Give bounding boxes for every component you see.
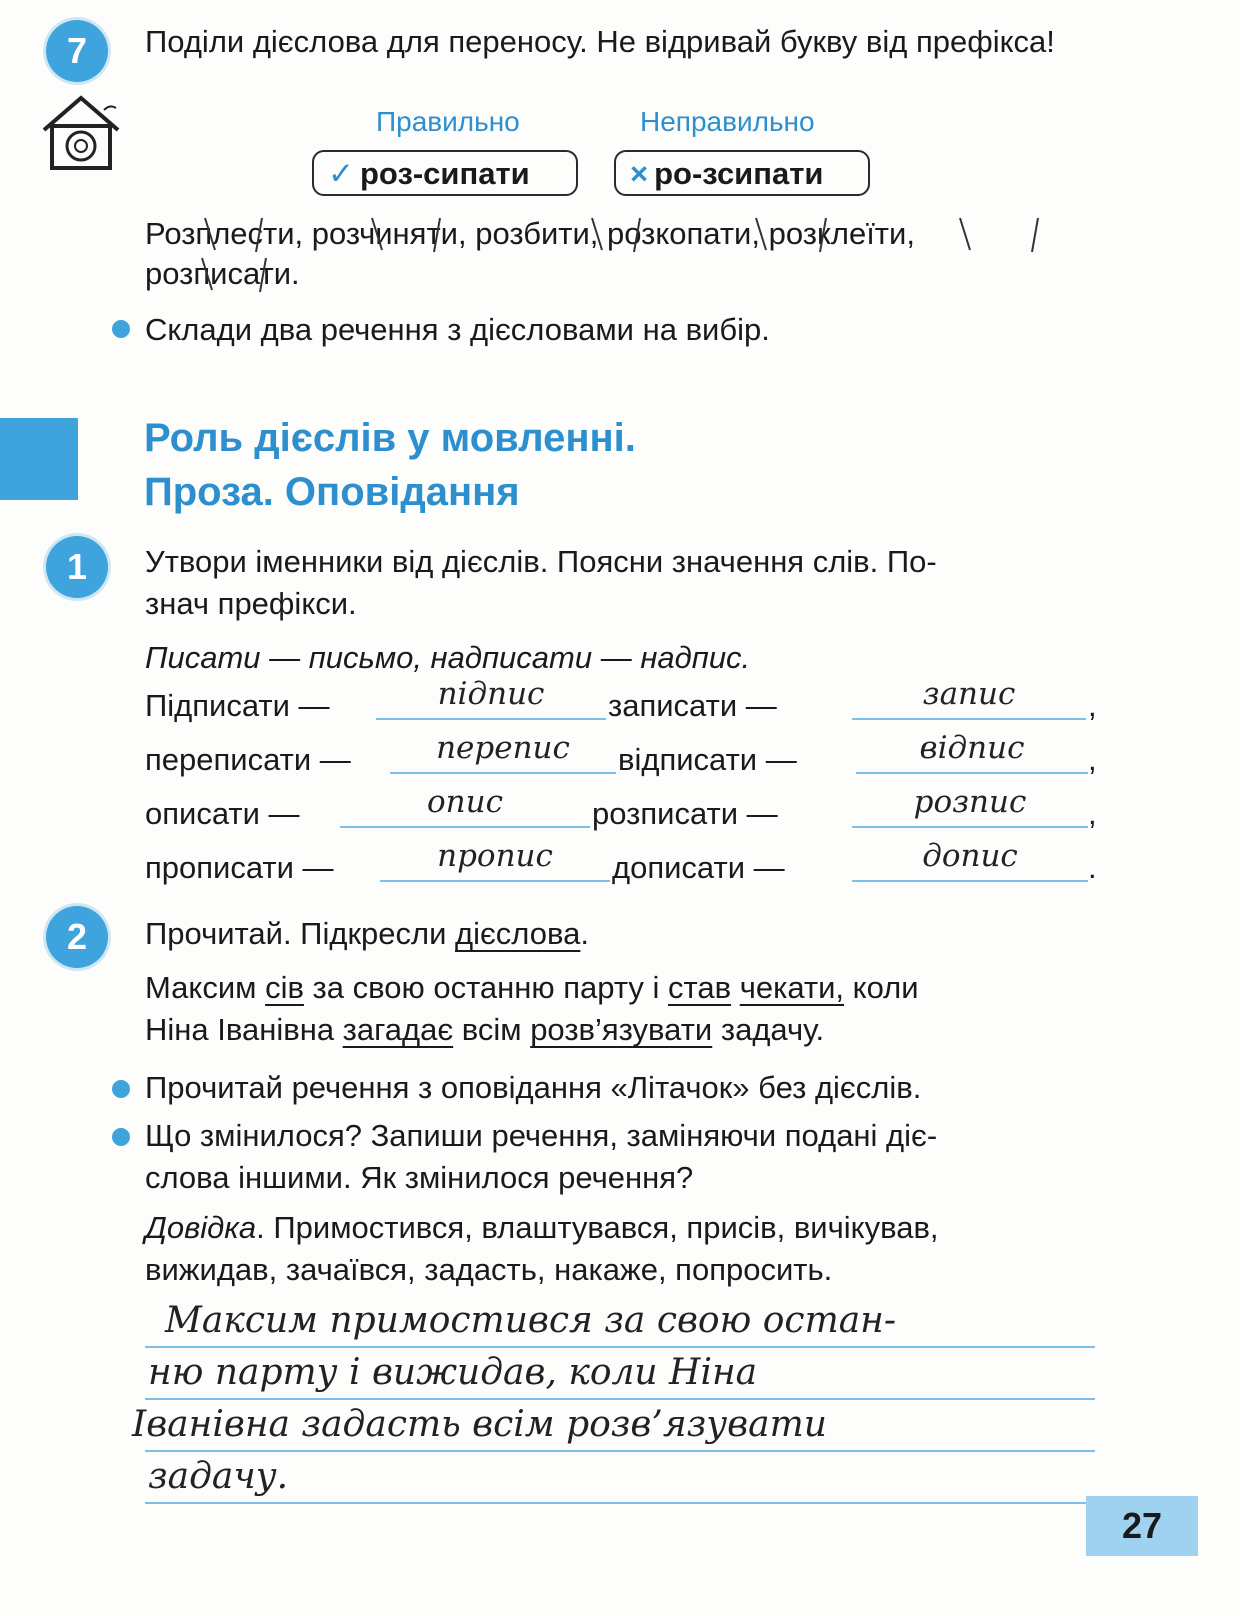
ex1-row4-verb2: дописати —: [612, 850, 785, 885]
ex1-row2-verb1: переписати —: [145, 742, 351, 777]
ex1-row1-answer2: запис: [922, 676, 1016, 712]
ex2-sentence-line2: [145, 1008, 824, 1051]
sentence-text: коли: [844, 970, 919, 1005]
sentence-text: [731, 970, 740, 1005]
sentence-text: всім: [453, 1012, 531, 1047]
answer-line: [390, 772, 616, 774]
ex1-row1-answer1: підпис: [437, 676, 545, 712]
check-mark-icon: ✓: [328, 156, 354, 191]
ex1-row4-end: .: [1088, 850, 1097, 885]
sentence-text: Максим: [145, 970, 266, 1005]
ex7-words-line2: розписати.: [145, 256, 300, 291]
correct-example: роз-сипати: [359, 156, 530, 191]
ex1-row1-verb1: Підписати —: [145, 688, 330, 723]
handwritten-answer-line4: задачу.: [148, 1456, 289, 1497]
underlined-verb: чекати,: [739, 970, 845, 1005]
ex1-row3-verb1: описати —: [145, 796, 300, 831]
ex1-row3-answer2: розпис: [913, 784, 1027, 820]
exercise-number-2: 2: [46, 906, 108, 968]
handwritten-answer-line3: Іванівна задасть всім розв’язувати: [132, 1404, 827, 1445]
ex2-hint-line1: [145, 1206, 939, 1249]
ex1-example: Писати — письмо, надписати — надпис.: [145, 640, 751, 675]
answer-line: [852, 826, 1088, 828]
answer-line: [852, 718, 1086, 720]
ex7-bullet-task: Склади два речення з дієсловами на вибір.: [145, 312, 770, 347]
ex2-bullet2-line2: слова іншими. Як змінилося речення?: [145, 1160, 694, 1195]
ex2-hint-line2: вижидав, зачаївся, задасть, накаже, попросить.: [145, 1252, 833, 1287]
ex2-instruction-pre: Прочитай. Підкресли: [145, 916, 455, 951]
section-title-line2: Проза. Оповідання: [144, 470, 520, 514]
section-title-line1: Роль дієслів у мовленні.: [144, 416, 636, 460]
ex1-row4-answer2: допис: [922, 838, 1018, 874]
underlined-verb: став: [668, 970, 732, 1005]
ex7-instruction: Поділи дієслова для переносу. Не відривай букву від префікса!: [145, 24, 1055, 59]
correct-example-box: [312, 150, 578, 196]
ex1-instruction-line2: знач префікси.: [145, 586, 357, 621]
ex1-row4-verb1: прописати —: [145, 850, 334, 885]
bullet-icon: [112, 1128, 130, 1146]
ex1-row2-answer2: відпис: [919, 730, 1025, 766]
underlined-verb: сів: [265, 970, 304, 1005]
ex1-row3-end: ,: [1088, 796, 1097, 831]
ex2-bullet2-line1: Що змінилося? Запиши речення, заміняючи подані діє-: [145, 1118, 938, 1153]
sentence-text: за свою останню парту і: [303, 970, 669, 1005]
underlined-verb: розв’язувати: [530, 1012, 713, 1047]
incorrect-label: Неправильно: [640, 106, 815, 137]
writing-line: [145, 1398, 1095, 1400]
ex2-sentence-line1: [145, 966, 919, 1009]
ex1-instruction-line1: Утвори іменники від дієслів. Поясни значення слів. По-: [145, 544, 937, 579]
ex1-row1-verb2: записати —: [608, 688, 777, 723]
writing-line: [145, 1346, 1095, 1348]
bullet-icon: [112, 320, 130, 338]
ex1-row4-answer1: пропис: [437, 838, 553, 874]
ex1-row2-end: ,: [1088, 742, 1097, 777]
incorrect-example-box: [614, 150, 870, 196]
correct-label: Правильно: [376, 106, 520, 137]
cross-mark-icon: ×: [630, 156, 649, 191]
ex1-row2-answer1: перепис: [436, 730, 570, 766]
answer-line: [852, 880, 1088, 882]
hyphenation-marks: [140, 210, 1100, 300]
underlined-verb: загадає: [342, 1012, 454, 1047]
ex1-row1-end: ,: [1088, 688, 1097, 723]
sentence-text: Ніна Іванівна: [145, 1012, 343, 1047]
answer-line: [856, 772, 1088, 774]
ex2-instruction-post: .: [580, 916, 589, 951]
handwritten-answer-line1: Максим примостився за свою остан-: [165, 1300, 897, 1341]
hint-text: . Примостився, влаштувався, присів, вичікував,: [256, 1210, 939, 1245]
exercise-number-7: 7: [46, 20, 108, 82]
homework-house-icon: [38, 92, 124, 174]
ex7-words-line1: Розплести, розчиняти, розбити, розкопати, розклеїти,: [145, 216, 915, 251]
handwritten-answer-line2: ню парту і вижидав, коли Ніна: [148, 1352, 758, 1393]
bullet-icon: [112, 1080, 130, 1098]
section-marker: [0, 418, 78, 500]
hint-label: Довідка: [145, 1210, 257, 1245]
incorrect-example: ро-зсипати: [654, 156, 824, 191]
answer-line: [380, 880, 610, 882]
answer-line: [376, 718, 606, 720]
ex1-row3-answer1: опис: [427, 784, 503, 820]
ex2-instruction: [145, 912, 589, 955]
writing-line: [145, 1450, 1095, 1452]
sentence-text: задачу.: [712, 1012, 825, 1047]
ex2-bullet1: Прочитай речення з оповідання «Літачок» без дієслів.: [145, 1070, 922, 1105]
ex1-row3-verb2: розписати —: [592, 796, 778, 831]
ex2-instruction-underlined: дієслова: [455, 916, 581, 951]
ex1-row2-verb2: відписати —: [618, 742, 797, 777]
page-number: 27: [1086, 1496, 1198, 1556]
writing-line: [145, 1502, 1095, 1504]
exercise-number-1: 1: [46, 536, 108, 598]
answer-line: [340, 826, 590, 828]
